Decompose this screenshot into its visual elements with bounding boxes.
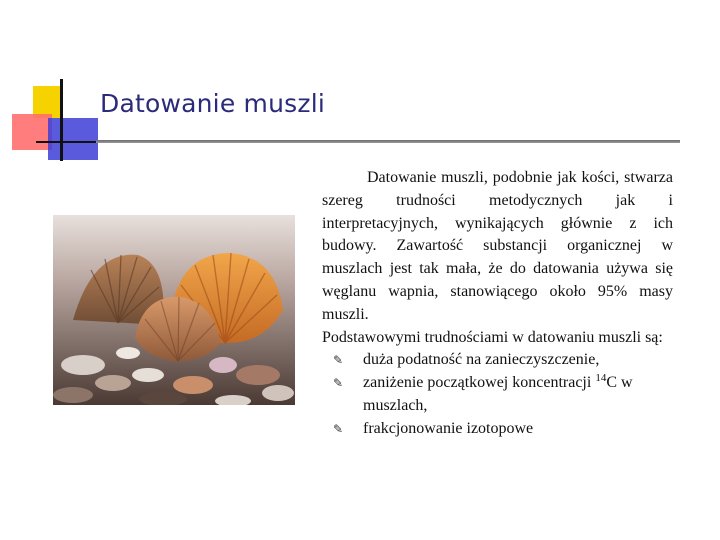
paragraph-intro: Datowanie muszli, podobnie jak kości, stwarza szereg trudności metodycznych jak i interpretacyjnych, wynikających głównie z ich budowy. Zawartość substancji organicznej w muszlach jest tak mała, że do datowania używa się węglanu wapnia, stanowiącego około 95% masy muszli.: [322, 169, 673, 323]
list-item: [322, 349, 673, 372]
body-text: [322, 167, 673, 441]
pencil-bullet-icon: ✎: [333, 376, 344, 391]
list-item: [322, 372, 673, 418]
list-item: [322, 418, 673, 441]
shells-photo: [53, 215, 295, 405]
slide-title: Datowanie muszli: [100, 89, 325, 118]
list-item-text: duża podatność na zanieczyszczenie,: [363, 351, 600, 369]
pencil-bullet-icon: ✎: [333, 353, 344, 368]
title-underline: [96, 140, 680, 143]
isotope-superscript: 14: [595, 372, 607, 385]
paragraph-difficulties: Podstawowymi trudnościami w datowaniu muszli są:: [322, 328, 663, 346]
pencil-bullet-icon: ✎: [333, 421, 344, 436]
decor-red-square: [12, 114, 52, 150]
decor-blue-square: [48, 118, 98, 160]
list-item-text-cont: C w muszlach,: [363, 374, 633, 414]
difficulties-list: [322, 349, 673, 440]
list-item-text: frakcjonowanie izotopowe: [363, 419, 534, 437]
decor-horizontal-line: [36, 141, 96, 143]
list-item-text: zaniżenie początkowej koncentracji: [363, 374, 596, 392]
shells-illustration: [53, 215, 295, 405]
decor-vertical-line: [60, 79, 63, 161]
